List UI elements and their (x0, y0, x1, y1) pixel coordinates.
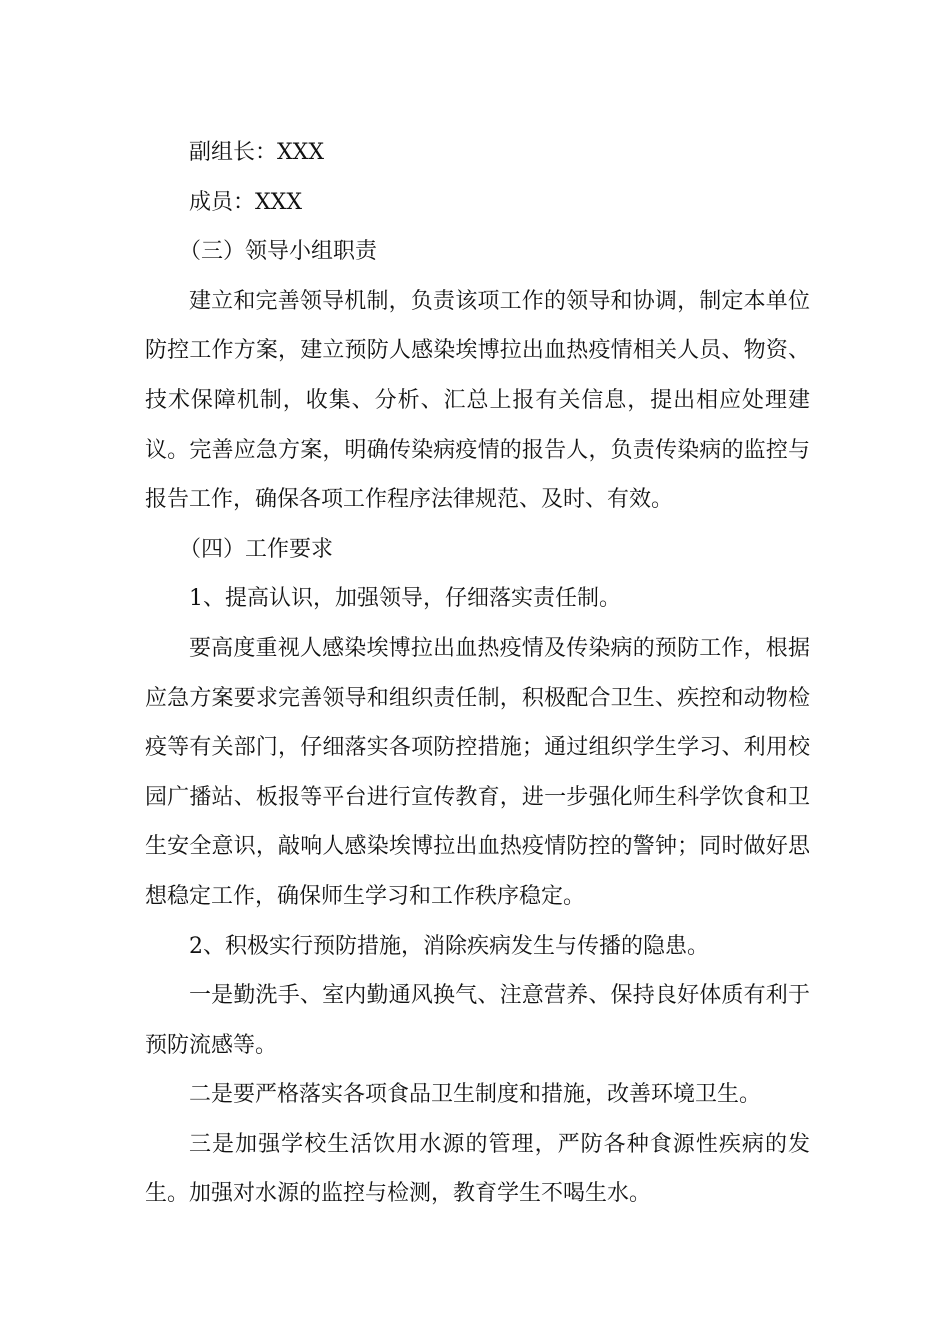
document-body (145, 128, 810, 1219)
paragraph-responsibilities: 建立和完善领导机制，负责该项工作的领导和协调，制定本单位防控工作方案，建立预防人感染埃博拉出血热疫情相关人员、物资、技术保障机制，收集、分析、汇总上报有关信息，提出相应处理建议。完善应急方案，明确传染病疫情的报告人，负责传染病的监控与报告工作，确保各项工作程序法律规范、及时、有效。 (145, 288, 810, 513)
measure-2: 二是要严格落实各项食品卫生制度和措施，改善环境卫生。 (189, 1082, 762, 1108)
paragraph-requirement-1: 要高度重视人感染埃博拉出血热疫情及传染病的预防工作，根据应急方案要求完善领导和组织责任制，积极配合卫生、疾控和动物检疫等有关部门，仔细落实各项防控措施；通过组织学生学习、利用校园广播站、板报等平台进行宣传教育，进一步强化师生科学饮食和卫生安全意识，敲响人感染埃博拉出血热疫情防控的警钟；同时做好思想稳定工作，确保师生学习和工作秩序稳定。 (145, 635, 810, 909)
measure-1: 一是勤洗手、室内勤通风换气、注意营养、保持良好体质有利于预防流感等。 (145, 983, 810, 1058)
deputy-leader-line: 副组长：XXX (189, 140, 324, 165)
section-heading-4: （四）工作要求 (179, 536, 334, 562)
requirement-item-2: 2、积极实行预防措施，消除疾病发生与传播的隐患。 (189, 933, 709, 959)
section-heading-3: （三）领导小组职责 (179, 239, 378, 265)
members-line: 成员：XXX (189, 189, 302, 215)
requirement-item-1: 1、提高认识，加强领导，仔细落实责任制。 (189, 586, 621, 612)
measure-3: 三是加强学校生活饮用水源的管理，严防各种食源性疾病的发生。加强对水源的监控与检测，教育学生不喝生水。 (145, 1131, 810, 1207)
